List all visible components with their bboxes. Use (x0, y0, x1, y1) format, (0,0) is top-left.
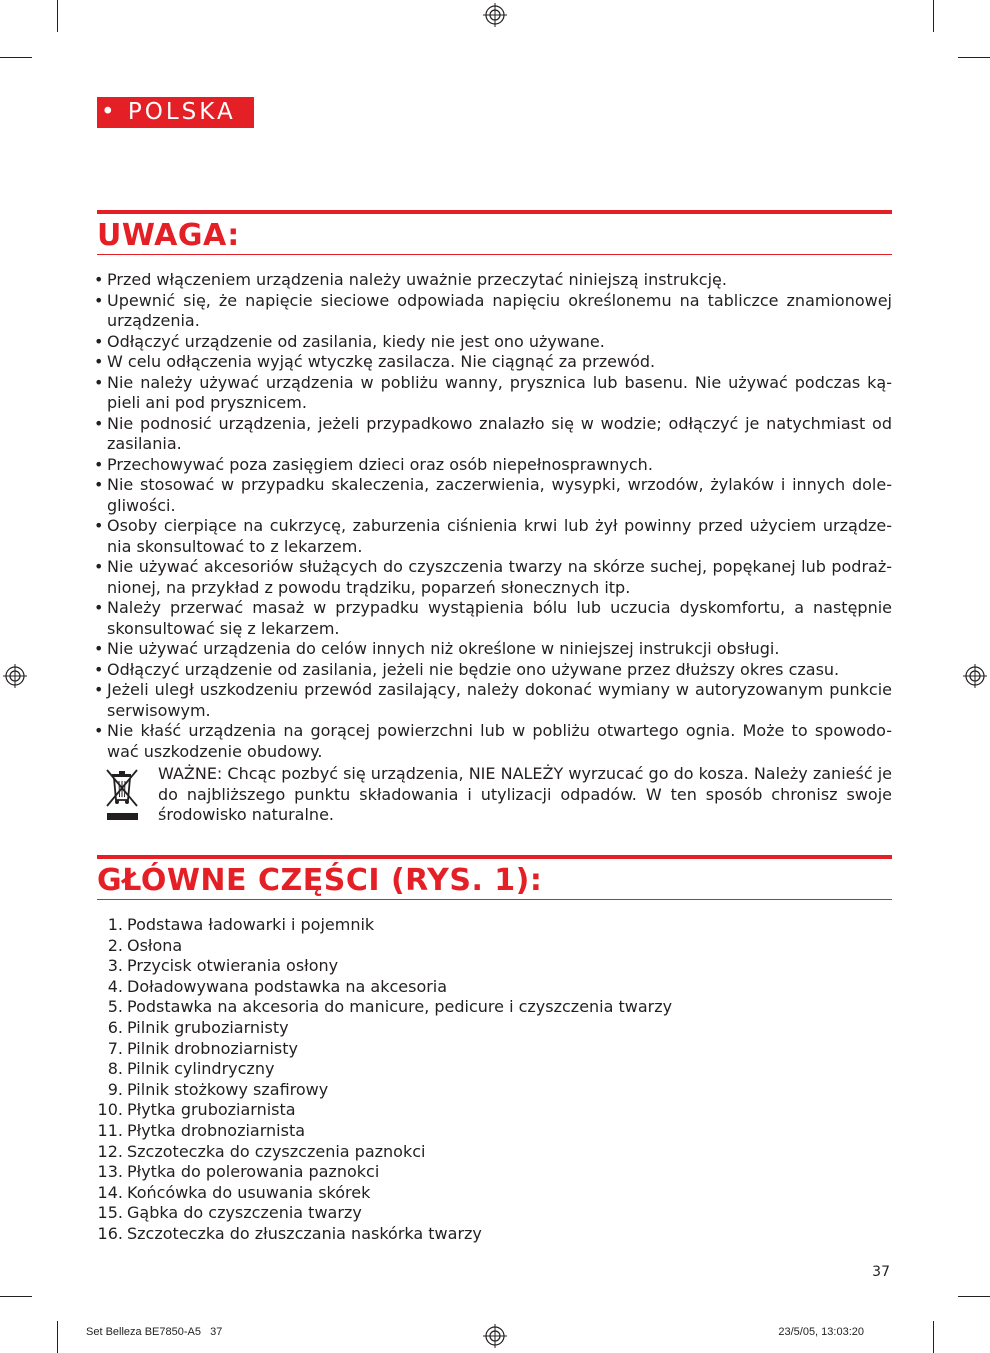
warning-list (94, 270, 892, 762)
list-item: • Odłączyć urządzenie od zasilania, jeżeli nie będzie ono używane przez dłuższy okres czasu. (94, 660, 892, 681)
section-underline (97, 899, 892, 900)
item-number: 15. (97, 1203, 123, 1223)
item-text: Gąbka do czyszczenia twarzy (127, 1203, 362, 1223)
parts-list (97, 915, 892, 1245)
item-text: Pilnik gruboziarnisty (127, 1017, 289, 1037)
list-item (97, 1039, 892, 1060)
warning-section-title: UWAGA: (97, 218, 240, 253)
item-text: Płytka gruboziarnista (127, 1100, 296, 1120)
item-number: 14. (97, 1182, 123, 1202)
disposal-text: WAŻNE: Chcąc pozbyć się urządzenia, NIE NALEŻY wyrzucać go do kosza. Należy zanieść je do najbliższego punktu składowania i utylizacji odpadów. W ten sposób chronisz swoje środowisko naturalne. (158, 764, 892, 824)
list-item: • W celu odłączenia wyjąć wtyczkę zasilacza. Nie ciągnąć za przewód. (94, 352, 892, 373)
item-number: 5. (107, 997, 123, 1017)
item-number: 11. (97, 1120, 123, 1140)
crop-mark (57, 0, 58, 32)
crop-mark (958, 57, 990, 58)
list-item: • Osoby cierpiące na cukrzycę, zaburzenia ciśnienia krwi lub żył powinny przed użyciem urządze-nia skonsultować to z lekarzem. (94, 516, 892, 557)
crop-mark (933, 1321, 934, 1353)
list-item (97, 1059, 892, 1080)
item-number: 4. (107, 976, 123, 996)
item-text: Szczoteczka do czyszczenia paznokci (127, 1141, 426, 1161)
list-item (97, 977, 892, 998)
section-underline (97, 254, 892, 255)
list-item (97, 997, 892, 1018)
crossed-out-bin-icon (104, 766, 140, 822)
list-item: • Przed włączeniem urządzenia należy uważnie przeczytać niniejszą instrukcję. (94, 270, 892, 291)
list-item (97, 915, 892, 936)
print-slug-left: Set Belleza BE7850-A5 37 (86, 1326, 223, 1338)
list-item: • Przechowywać poza zasięgiem dzieci oraz osób niepełnosprawnych. (94, 455, 892, 476)
list-item (97, 1203, 892, 1224)
list-item: • Nie należy używać urządzenia w pobliżu wanny, prysznica lub basenu. Nie używać podczas ką-pieli ani pod prysznicem. (94, 373, 892, 414)
item-text: Szczoteczka do złuszczania naskórka twarzy (127, 1223, 482, 1243)
item-text: Podstawka na akcesoria do manicure, pedicure i czyszczenia twarzy (127, 997, 673, 1017)
item-text: Końcówka do usuwania skórek (127, 1182, 371, 1202)
item-text: Płytka drobnoziarnista (127, 1120, 306, 1140)
list-item: • Należy przerwać masaż w przypadku wystąpienia bólu lub uczucia dyskomfortu, a następnie skonsultować się z lekarzem. (94, 598, 892, 639)
crop-mark (0, 57, 32, 58)
item-text: Podstawa ładowarki i pojemnik (127, 915, 375, 934)
list-item: • Nie stosować w przypadku skaleczenia, zaczerwienia, wysypki, wrzodów, żylaków i innych dole-gliwości. (94, 475, 892, 516)
list-item: • Odłączyć urządzenie od zasilania, kiedy nie jest ono używane. (94, 332, 892, 353)
item-text: Pilnik drobnoziarnisty (127, 1038, 298, 1058)
item-text: Pilnik stożkowy szafirowy (127, 1079, 329, 1099)
registration-mark-icon (962, 663, 988, 689)
list-item: • Nie używać urządzenia do celów innych niż określone w niniejszej instrukcji obsługi. (94, 639, 892, 660)
page-number: 37 (872, 1264, 890, 1280)
list-item (97, 1183, 892, 1204)
crop-mark (933, 0, 934, 32)
parts-section-title: GŁÓWNE CZĘŚCI (RYS. 1): (97, 863, 543, 898)
item-number: 16. (97, 1223, 123, 1243)
registration-mark-icon (482, 2, 508, 28)
print-slug-right: 23/5/05, 13:03:20 (778, 1326, 864, 1338)
item-number: 7. (107, 1038, 123, 1058)
item-number: 3. (107, 956, 123, 976)
list-item: • Nie kłaść urządzenia na gorącej powierzchni lub w pobliżu otwartego ognia. Może to spowodo-wać uszkodzenie obudowy. (94, 721, 892, 762)
item-text: Doładowywana podstawka na akcesoria (127, 976, 448, 996)
crop-mark (958, 1296, 990, 1297)
list-item (97, 1142, 892, 1163)
registration-mark-icon (482, 1323, 508, 1349)
list-item (97, 1162, 892, 1183)
item-number: 10. (97, 1100, 123, 1120)
registration-mark-icon (2, 663, 28, 689)
list-item: • Nie podnosić urządzenia, jeżeli przypadkowo znalazło się w wodzie; odłączyć je natychmiast od zasilania. (94, 414, 892, 455)
item-number: 6. (107, 1017, 123, 1037)
list-item (97, 1121, 892, 1142)
item-text: Płytka do polerowania paznokci (127, 1162, 380, 1182)
item-text: Pilnik cylindryczny (127, 1059, 275, 1079)
crop-mark (57, 1321, 58, 1353)
list-item (97, 1018, 892, 1039)
list-item (97, 956, 892, 977)
item-number: 12. (97, 1141, 123, 1161)
list-item (97, 1080, 892, 1101)
item-number: 9. (107, 1079, 123, 1099)
item-number: 1. (107, 915, 123, 934)
item-number: 2. (107, 935, 123, 955)
list-item (97, 1100, 892, 1121)
list-item (97, 936, 892, 957)
section-top-bar (97, 855, 892, 859)
list-item: • Jeżeli uległ uszkodzeniu przewód zasilający, należy dokonać wymiany w autoryzowanym punkcie serwisowym. (94, 680, 892, 721)
list-item: • Nie używać akcesoriów służących do czyszczenia twarzy na skórze suchej, popękanej lub podraż-nionej, na przykład z powodu trądziku, poparzeń słonecznych itp. (94, 557, 892, 598)
item-text: Osłona (127, 935, 183, 955)
language-tab: • POLSKA (97, 97, 254, 128)
section-top-bar (97, 210, 892, 214)
crop-mark (0, 1296, 32, 1297)
disposal-note (104, 764, 892, 826)
list-item (97, 1224, 892, 1245)
item-text: Przycisk otwierania osłony (127, 956, 339, 976)
item-number: 8. (107, 1059, 123, 1079)
list-item: • Upewnić się, że napięcie sieciowe odpowiada napięciu określonemu na tabliczce znamionowej urządzenia. (94, 291, 892, 332)
item-number: 13. (97, 1162, 123, 1182)
